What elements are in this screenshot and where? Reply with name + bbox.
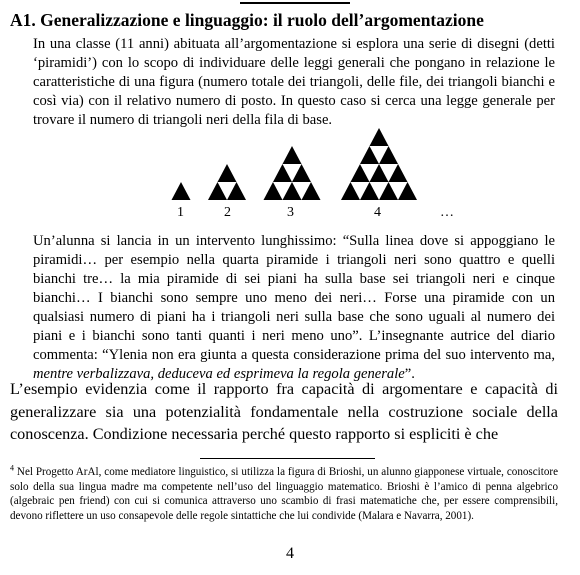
black-triangle	[283, 146, 302, 164]
black-triangle	[360, 146, 379, 164]
student-quote-end: ”.	[404, 366, 415, 382]
main-paragraph: L’esempio evidenzia come il rapporto fra capacità di argomentare e capacità di generalizzare sia una potenzialità fondamentale nella costruzione sociale della conoscenza. Condizione necessaria perché questo rapporto si espliciti è che	[10, 380, 558, 443]
black-triangle	[370, 128, 389, 146]
black-triangle	[360, 182, 379, 200]
intro-paragraph: In una classe (11 anni) abituata all’argomentazione si esplora una serie di disegni (detti ‘piramidi’) con lo scopo di individuare delle leggi generali che pongano in relazione le caratteristiche di una figura (numero totale dei triangoli, delle file, dei triangoli bianchi e così via) con il relativo numero di posto. In questo caso si cerca una legge generale per trovare il numero di triangoli neri della fila di base.	[33, 36, 555, 128]
clipped-top-line	[240, 0, 350, 4]
footnote-text: Nel Progetto ArAl, come mediatore linguistico, si utilizza la figura di Brioshi, un alunno giapponese virtuale, conoscitore solo della sua lingua madre ma competente nell’uso del linguaggio matematico. Brioshi è l’amico di penna algebrico (algebraic pen friend) con cui si comunica attraverso uno scambio di frasi matematiche che, per essere comprensibili, devono riflettere un uso consapevole delle regole sintattiche che lui condivide (Malara e Navarra, 2001).	[10, 466, 558, 522]
black-triangle	[273, 164, 292, 182]
pyramid-label-1: 1	[177, 205, 184, 220]
pyramids-figure	[0, 120, 580, 210]
black-triangle	[292, 164, 311, 182]
black-triangle	[370, 164, 389, 182]
black-triangle	[379, 146, 398, 164]
section-heading: A1. Generalizzazione e linguaggio: il ruolo dell’argomentazione	[10, 10, 484, 30]
student-quote-text: Un’alunna si lancia in un intervento lunghissimo: “Sulla linea dove si appoggiano le piramidi… per esempio nella quarta piramide i triangoli neri sono quattro e quelli bianchi tre… la mia piramide di sei piani ha sulla base sei triangoli neri e cinque bianchi… I bianchi sono sempre uno meno dei neri… Forse una piramide con un qualsiasi numero di piani ha i triangoli neri sulla base che sono uguali al numero dei piani e i bianchi sono tanti quanti i neri meno uno”. L’insegnante autrice del diario commenta: “Ylenia non era giunta a questa considerazione prima del suo intervento ma,	[33, 233, 555, 363]
footnote	[10, 465, 558, 523]
student-quote-paragraph	[33, 232, 555, 384]
footnote-separator	[200, 458, 375, 459]
page-number: 4	[286, 545, 294, 562]
black-triangle	[172, 182, 191, 200]
black-triangle	[341, 182, 360, 200]
black-triangle	[351, 164, 370, 182]
black-triangle	[218, 164, 237, 182]
black-triangle	[398, 182, 417, 200]
black-triangle	[283, 182, 302, 200]
pyramid-label-3: 3	[287, 205, 294, 220]
black-triangle	[302, 182, 321, 200]
black-triangle	[389, 164, 408, 182]
black-triangle	[264, 182, 283, 200]
black-triangle	[208, 182, 227, 200]
footnote-marker: 4	[10, 463, 14, 473]
black-triangle	[379, 182, 398, 200]
pyramid-label-ellipsis: …	[440, 205, 454, 220]
black-triangle	[227, 182, 246, 200]
pyramid-label-2: 2	[224, 205, 231, 220]
pyramid-label-4: 4	[374, 205, 381, 220]
teacher-italic-quote: mentre verbalizzava, deduceva ed esprimeva la regola generale	[33, 366, 405, 382]
